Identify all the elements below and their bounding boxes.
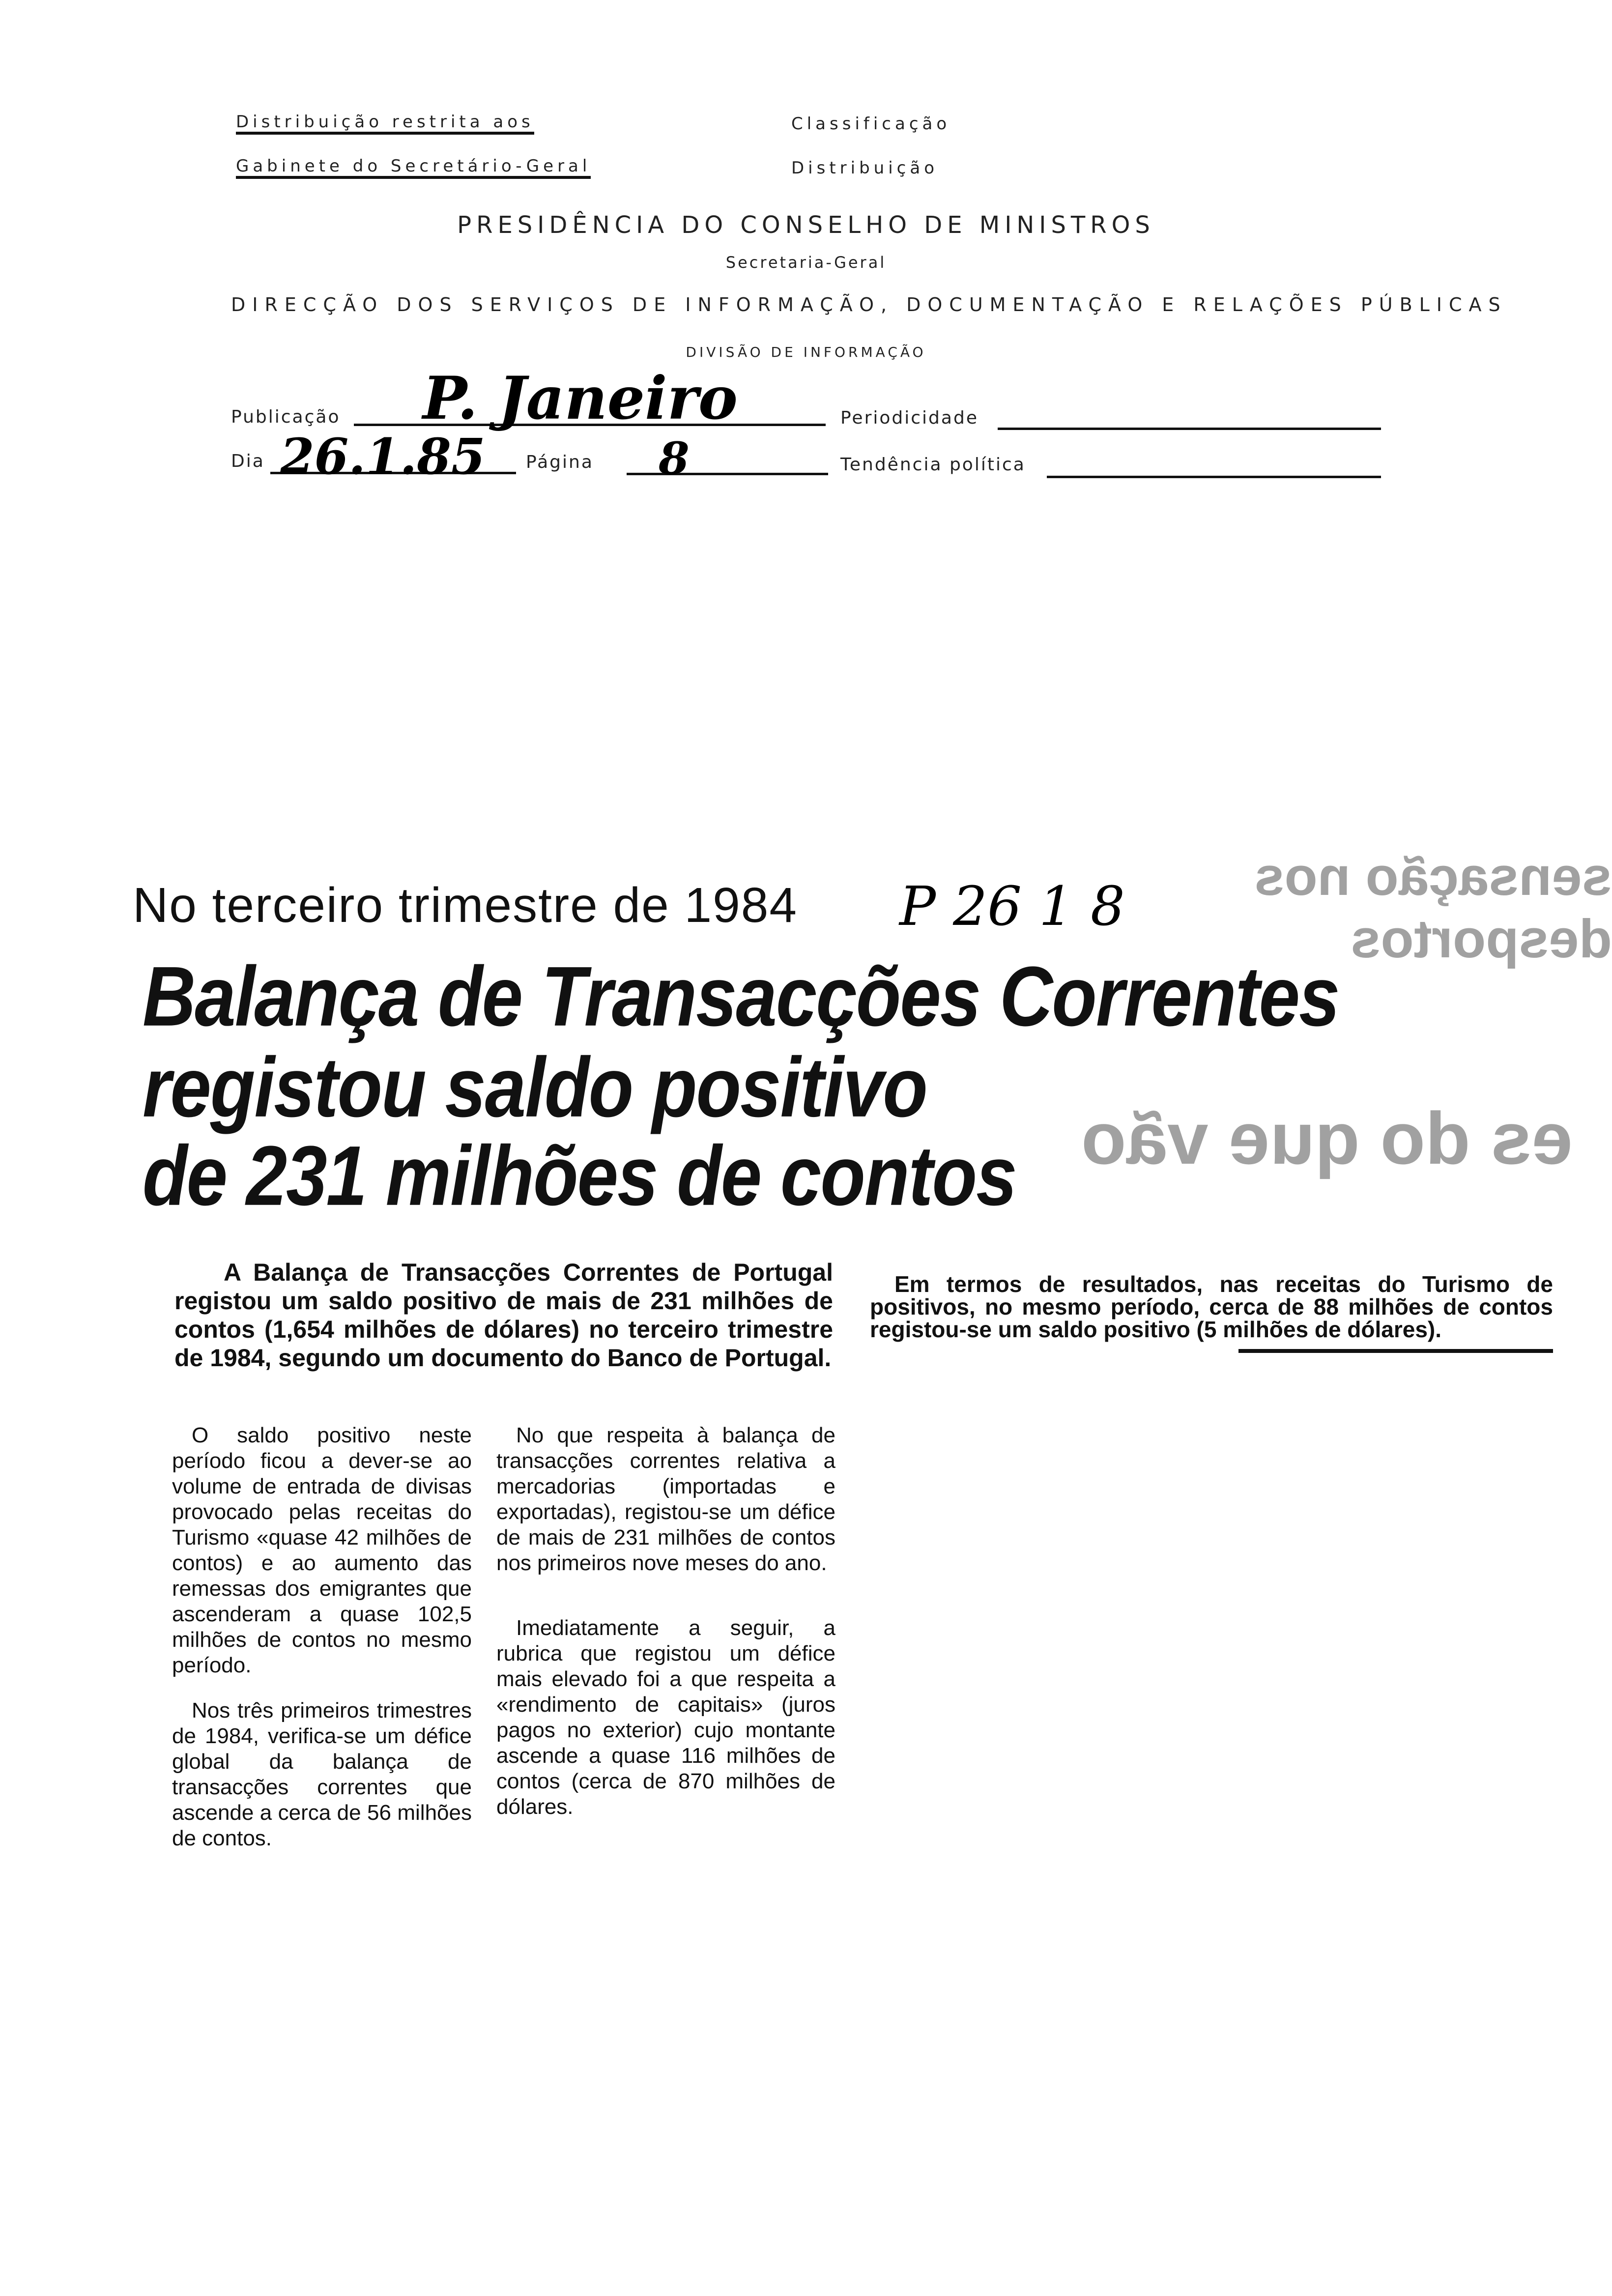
bleed-through-text: es do que vão [1081, 1097, 1573, 1179]
article-lead: A Balança de Transacções Correntes de Portugal registou um saldo positivo de mais de 231 milhões de contos (1,654 milhões de dólares) no terceiro trimestre de 1984, segundo um documento do Banco de Portugal. [174, 1259, 833, 1372]
periodicity-label: Periodicidade [840, 408, 979, 428]
article-lead-right: Em termos de resultados, nas receitas do Turismo de positivos, no mesmo período, cerca de 88 milhões de contos registou-se um saldo positivo (5 milhões de dólares). [870, 1271, 1553, 1342]
day-value: 26.1.85 [280, 428, 486, 486]
classification-label: Classificação [791, 114, 951, 134]
institution-title: PRESIDÊNCIA DO CONSELHO DE MINISTROS [457, 211, 1155, 239]
paragraph: No que respeita à balança de transacções correntes relativa a mercadorias (importadas e exportadas), registou-se um défice de mais de 231 milhões de contos nos primeiros nove meses do ano. [496, 1423, 835, 1575]
article-column-2 [496, 1423, 835, 1839]
article-column-1 [172, 1423, 472, 1871]
headline-line-2: registou saldo positivo [143, 1039, 927, 1135]
paragraph: O saldo positivo neste período ficou a dever-se ao volume de entrada de divisas provocado pelas receitas do Turismo «quase 42 milhões de contos) e ao aumento das remessas dos emigrantes que ascenderam a quase 102,5 milhões de contos no mesmo período. [172, 1423, 472, 1677]
bleed-through-text: sensação nos desportos [1254, 846, 1612, 969]
article-kicker: No terceiro trimestre de 1984 [133, 878, 798, 933]
page-label: Página [526, 452, 594, 472]
division-label: DIVISÃO DE INFORMAÇÃO [686, 344, 926, 360]
day-label: Dia [231, 451, 265, 471]
headline-line-3: de 231 milhões de contos [143, 1128, 1016, 1223]
headline-line-1: Balança de Transacções Correntes [143, 948, 1339, 1044]
cabinet-label: Gabinete do Secretário-Geral [236, 156, 591, 179]
page-value: 8 [659, 432, 690, 485]
publication-value: P. Janeiro [423, 364, 738, 433]
publication-label: Publicação [231, 407, 341, 427]
directorate-label: DIRECÇÃO DOS SERVIÇOS DE INFORMAÇÃO, DOCUMENTAÇÃO E RELAÇÕES PÚBLICAS [231, 294, 1507, 316]
distribution-label: Distribuição [791, 158, 939, 178]
tendency-label: Tendência política [840, 455, 1026, 475]
secretariat-label: Secretaria-Geral [725, 253, 887, 272]
handwritten-reference: P 26 1 8 [899, 875, 1125, 938]
paragraph: Nos três primeiros trimestres de 1984, verifica-se um défice global da balança de transacções correntes que ascende a cerca de 56 milhões de contos. [172, 1698, 472, 1850]
paragraph: Imediatamente a seguir, a rubrica que registou um défice mais elevado foi a que respeita a «rendimento de capitais» (juros pagos no exterior) cujo montante ascende a quase 116 milhões de contos (cerca de 870 milhões de dólares. [496, 1616, 835, 1819]
distribution-restricted-label: Distribuição restrita aos [236, 112, 534, 135]
